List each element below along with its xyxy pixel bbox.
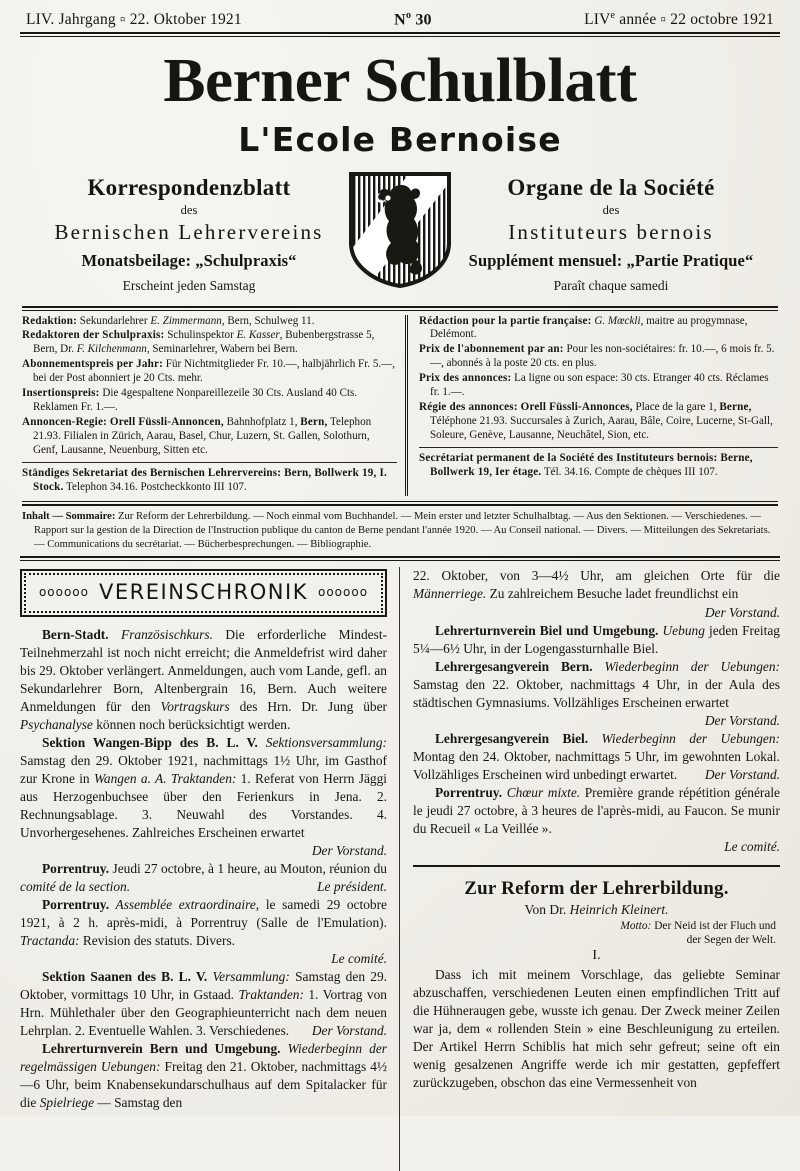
banner-fr-line3: Supplément mensuel: „Partie Pratique“ bbox=[468, 250, 754, 270]
imprint-french bbox=[405, 315, 778, 497]
imprint-de-insertion: Insertionspreis: Die 4gespaltene Nonpareillezeile 30 Cts. Ausland 40 Cts. Reklamen Fr. 1.—. bbox=[22, 387, 358, 414]
header-divider bbox=[20, 32, 780, 37]
imprint-fr-abonnement: Prix de l'abonnement par an: Pour les non-sociétaires: fr. 10.—, 6 mois fr. 5.—, abonnés à la poste 20 cts. en plus. bbox=[419, 343, 775, 370]
imprint-de-schulpraxis: Redaktoren der Schulpraxis: Schulinspektor E. Kasser, Bubenbergstrasse 5, Bern, Dr. F. Kilchenmann, Seminarlehrer, Wabern bei Bern. bbox=[22, 329, 375, 356]
article-divider bbox=[413, 865, 780, 867]
issue-volume-fr-sup: e bbox=[610, 10, 616, 22]
notice-saanen: Sektion Saanen des B. L. V. Versammlung: Samstag den 29. Oktober, vormittags 10 Uhr, in Gstaad. Traktanden: 1. Vortrag von Hrn. Mühlethaler über den Geographieunterricht nach dem neuen Lehrplan. 2. Eventuelle Wahlen. 3. Verschiedenes. Der Vorstand. bbox=[20, 968, 387, 1040]
vereinschronik-header-box bbox=[20, 569, 387, 616]
newspaper-title-french: L'Ecole Bernoise bbox=[238, 120, 562, 160]
banner-de-line2: Bernischen Lehrervereins bbox=[54, 220, 324, 245]
imprint-de-annoncen: Annoncen-Regie: Orell Füssli-Annoncen, Bahnhofplatz 1, Bern, Telephon 21.93. Filialen in Zürich, Aarau, Basel, Chur, Luzern, St. Gallen, Solothurn, Genf, Lausanne, Neuenburg, Sitten etc. bbox=[22, 416, 372, 457]
imprint-de-separator bbox=[22, 462, 397, 463]
notice-head: Porrentruy. bbox=[42, 861, 110, 877]
issue-number bbox=[394, 10, 432, 29]
issue-volume-fr: LIV bbox=[584, 11, 611, 29]
notice-head: Lehrergesangverein Biel. bbox=[435, 730, 589, 746]
article-title: Zur Reform der Lehrerbildung. bbox=[464, 877, 729, 899]
notice-bern-stadt: Bern-Stadt. Französischkurs. Die erforderliche Mindest-Teilnehmerzahl ist noch nicht erreicht; die Anmeldefrist wird daher bis 29. Oktober verlängert. Anmeldungen, auch vom Lande, gefl. an Sekundarlehrer Born, Altenbergrain 16, Bern. Auch weitere Anmeldungen für den Vortragskurs des Hrn. Dr. Jung über Psychanalyse können noch berücksichtigt werden. bbox=[20, 626, 388, 732]
imprint-fr-regie-label: Régie des annonces: Orell Füssli-Annonces, bbox=[419, 401, 633, 414]
imprint-fr-abonnement-label: Prix de l'abonnement par an: bbox=[419, 343, 564, 356]
toc-bottom-rule bbox=[20, 556, 780, 561]
notice-lehrergesangverein-biel: Lehrergesangverein Biel. Wiederbeginn der Uebungen: Montag den 24. Oktober, nachmittags 5 Uhr, im gewohnten Lokal. Vollzähliges Erscheinen wird unbedingt erwartet. Der Vorstand. bbox=[413, 730, 780, 784]
article-body: Dass ich mit meinem Vorschlage, das geliebte Seminar abzuschaffen, verschiedenen Leuten einen empfindlichen Tritt auf die Hühneraugen gebe, wusste ich genau. Der Zweck meiner Zeilen war ja, dem « rollenden Stein » eine Beschleunigung zu erteilen. Der Artikel Herrn Schiblis hat mich sehr gefreut; seine oft ein wenig gesalzenen Angriffe werde ich mir gestatten, gepfeffert zurückzugeben, obschon das eine Vermessenheit von bbox=[413, 967, 780, 1091]
notice-lehrerturnverein-bern: Lehrerturnverein Bern und Umgebung. Wiederbeginn der regelmässigen Uebungen: Freitag den 21. Oktober, nachmittags 4½—6 Uhr, beim Knabensekundarschulhaus auf dem Spitalacker für die Spielriege — Samstag den bbox=[20, 1041, 387, 1111]
article-author-name: Heinrich Kleinert. bbox=[569, 902, 669, 918]
column-right bbox=[400, 567, 780, 1171]
masthead bbox=[18, 47, 782, 160]
imprint-fr-secretariat-label: Secrétariat permanent de la Société des Instituteurs bernois: Berne, Bollwerk 19, Ier étage. bbox=[419, 452, 753, 479]
article-section-number: I. bbox=[592, 948, 601, 964]
article-author: Von Dr. Heinrich Kleinert. bbox=[524, 902, 669, 918]
masthead-banner bbox=[18, 171, 782, 293]
notice-lehrergesangverein-bern: Lehrergesangverein Bern. Wiederbeginn der Uebungen: Samstag den 22. Oktober, nachmittags 4 Uhr, in der Aula des städtischen Gymnasiums. Vollzähliges Erscheinen erwartet Der Vorstand. bbox=[413, 658, 780, 730]
imprint-fr-annonces-label: Prix des annonces: bbox=[419, 372, 512, 385]
notice-signature: Der Vorstand. bbox=[704, 604, 780, 620]
imprint-de-redaktion-label: Redaktion: bbox=[22, 314, 78, 327]
banner-fr-line1: Organe de la Société bbox=[507, 175, 715, 201]
notice-porrentruy-assemblee: Porrentruy. Assemblée extraordinaire, le samedi 29 octobre 1921, à 2 h. après-midi, à Porrentruy (Salle de l'Emulation). Tractanda: Revision des statuts. Divers. Le comité. bbox=[20, 896, 387, 968]
notice-head: Sektion Saanen des B. L. V. bbox=[42, 969, 208, 985]
issue-number-n: N bbox=[394, 11, 406, 29]
notice-signature: Der Vorstand. bbox=[311, 1023, 387, 1039]
body-columns bbox=[18, 567, 782, 1171]
bern-coat-of-arms-icon bbox=[344, 171, 456, 289]
imprint-fr-regie: Régie des annonces: Orell Füssli-Annonces, Place de la gare 1, Berne, Téléphone 21.93. Succursales à Zurich, Aarau, Bâle, Coire, Lucerne, St-Gall, Soleure, Genève, Lausanne, Neuchâtel, Sion, etc. bbox=[419, 401, 773, 442]
ornament-right-icon: oooooo bbox=[317, 585, 369, 600]
toc-label: Inhalt — Sommaire: bbox=[22, 511, 116, 523]
notice-porrentruy-choeur: Porrentruy. Chœur mixte. Première grande répétition générale le jeudi 27 octobre, à 3 heures de l'après-midi, au Faucon. Se munir du Recueil « La Veillée ». Le comité. bbox=[413, 784, 780, 856]
imprint-fr-annonces: Prix des annonces: La ligne ou son espace: 30 cts. Etranger 40 cts. Réclames fr. 1.—. bbox=[419, 372, 769, 399]
notice-head: Sektion Wangen-Bipp des B. L. V. bbox=[42, 734, 258, 750]
imprint-fr-redaction: Rédaction pour la partie française: G. Mœckli, maitre au progymnase, Delémont. bbox=[419, 314, 748, 341]
notice-signature: Der Vorstand. bbox=[311, 843, 387, 859]
imprint-de-abonnement: Abonnementspreis per Jahr: Für Nichtmitglieder Fr. 10.—, halbjährlich Fr. 5.—, bei der Post abonniert je 20 Cts. mehr. bbox=[22, 358, 396, 385]
notice-head: Lehrergesangverein Bern. bbox=[435, 658, 593, 674]
banner-german bbox=[34, 171, 344, 293]
ornament-left-icon: oooooo bbox=[38, 585, 89, 600]
notice-head: Lehrerturnverein Biel und Umgebung. bbox=[435, 622, 659, 638]
imprint-de-annoncen-label: Annoncen-Regie: Orell Füssli-Annoncen, bbox=[22, 416, 224, 429]
notice-head: Bern-Stadt. bbox=[42, 626, 109, 642]
banner-fr-line2: Instituteurs bernois bbox=[508, 220, 714, 245]
issue-header bbox=[18, 10, 782, 32]
imprint-german bbox=[22, 315, 405, 497]
notice-signature: Le comité. bbox=[331, 951, 387, 967]
imprint-fr-secretariat: Secrétariat permanent de la Société des Instituteurs bernois: Berne, Bollwerk 19, Ier étage. Tél. 34.16. Compte de chèques III 107. bbox=[419, 452, 753, 479]
banner-fr-line4: Paraît chaque samedi bbox=[553, 277, 669, 293]
imprint-de-sekretariat: Ständiges Sekretariat des Bernischen Lehrervereins: Bern, Bollwerk 19, I. Stock. Telephon 34.16. Postcheckkonto III 107. bbox=[22, 467, 387, 494]
notice-signature: Le comité. bbox=[724, 838, 780, 854]
issue-number-value: 30 bbox=[411, 11, 432, 29]
banner-de-line1: Korrespondenzblatt bbox=[87, 175, 291, 201]
imprint-fr-separator bbox=[419, 447, 778, 448]
banner-de-line4: Erscheint jeden Samstag bbox=[122, 277, 256, 293]
issue-number-sup: o bbox=[405, 10, 412, 21]
notice-head: Porrentruy. bbox=[435, 784, 503, 800]
imprint-de-schulpraxis-label: Redaktoren der Schulpraxis: bbox=[22, 329, 165, 342]
imprint-de-sekretariat-label: Ständiges Sekretariat des Bernischen Lehrervereins: Bern, Bollwerk 19, I. Stock. bbox=[22, 467, 387, 494]
banner-de-des: des bbox=[180, 203, 198, 218]
notice-wangen-bipp: Sektion Wangen-Bipp des B. L. V. Sektionsversammlung: Samstag den 29. Oktober 1921, nachmittags 1½ Uhr, im Gasthof zur Krone in Wangen a. A. Traktanden: 1. Referat von Herrn Jäggi aus Herzogenbuchsee über den Ferienkurs in Jena. 2. Rechnungsablage. 3. Neuwahl des Vorstandes. 4. Unvorhergesehenes. Zahlreiches Erscheinen erwartet Der Vorstand. bbox=[20, 734, 387, 860]
toc-text: Zur Reform der Lehrerbildung. — Noch einmal vom Buchhandel. — Mein erster und letzter Schulhalbtag. — Aus den Sektionen. — Verschiedenes. — Rapport sur la gestion de la Direction de l'Instruction publique du canton de Berne pendant l'année 1920. — Au Conseil national. — Divers. — Mitteilungen des Sekretariats. — Communications du secrétariat. — Bücherbesprechungen. — Bibliographie. bbox=[34, 511, 771, 550]
column-left bbox=[20, 567, 400, 1171]
issue-volume-date-de: LIV. Jahrgang ▫ 22. Oktober 1921 bbox=[26, 11, 242, 29]
notice-lehrerturnverein-biel: Lehrerturnverein Biel und Umgebung. Uebung jeden Freitag 5¼—6½ Uhr, in der Logengassturnhalle Biel. bbox=[413, 622, 780, 656]
newspaper-title: Berner Schulblatt bbox=[163, 47, 637, 116]
notice-continuation: 22. Oktober, von 3—4½ Uhr, am gleichen Orte für die Männerriege. Zu zahlreichem Besuche ladet freundlichst ein Der Vorstand. bbox=[413, 567, 780, 621]
notice-porrentruy-comite: Porrentruy. Jeudi 27 octobre, à 1 heure, au Mouton, réunion du comité de la section. Le président. bbox=[20, 860, 387, 896]
imprint-de-insertion-label: Insertionspreis: bbox=[22, 387, 100, 400]
notice-signature: Der Vorstand. bbox=[704, 766, 780, 782]
notice-signature: Le président. bbox=[317, 879, 387, 895]
article-motto-label: Motto: bbox=[620, 919, 652, 932]
notice-head: Lehrerturnverein Bern und Umgebung. bbox=[42, 1041, 281, 1057]
imprint-fr-redaction-label: Rédaction pour la partie française: bbox=[419, 314, 592, 327]
table-of-contents bbox=[18, 506, 782, 554]
banner-fr-des: des bbox=[602, 203, 620, 218]
imprint-block bbox=[18, 306, 782, 507]
banner-french bbox=[456, 171, 766, 293]
notice-head: Porrentruy. bbox=[42, 897, 110, 913]
notice-signature: Der Vorstand. bbox=[704, 712, 780, 728]
banner-de-line3: Monatsbeilage: „Schulpraxis“ bbox=[81, 250, 297, 270]
article-motto: Motto: Der Neid ist der Fluch und der Segen der Welt. bbox=[620, 919, 776, 946]
imprint-de-redaktion: Redaktion: Sekundarlehrer E. Zimmermann, Bern, Schulweg 11. bbox=[22, 314, 315, 327]
issue-date-fr: année ▫ 22 octobre 1921 bbox=[615, 11, 774, 29]
vereinschronik-title: VEREINSCHRONIK bbox=[99, 580, 308, 605]
issue-volume-date-fr bbox=[584, 10, 774, 29]
imprint-de-abonnement-label: Abonnementspreis per Jahr: bbox=[22, 358, 164, 371]
